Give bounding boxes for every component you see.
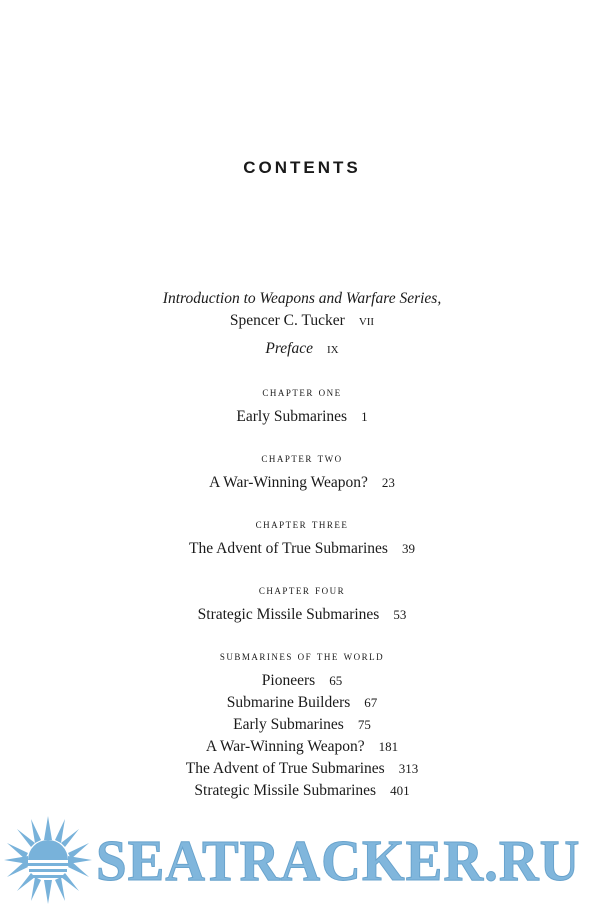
toc-entry-title: Pioneers xyxy=(261,672,316,689)
toc-entry[interactable] xyxy=(0,758,604,780)
toc-entry-page: 401 xyxy=(390,783,410,798)
toc-entry-title: Early Submarines xyxy=(233,716,344,733)
toc-entry-page: 181 xyxy=(378,739,399,754)
toc-entry-author: Spencer C. Tucker xyxy=(229,312,345,329)
toc-entry-author-line xyxy=(0,310,604,332)
watermark-text: SEATRACKER.RU xyxy=(96,828,581,893)
chapter-label: chapter three xyxy=(255,516,349,531)
chapter-label: chapter four xyxy=(258,582,346,597)
table-of-contents xyxy=(0,288,604,802)
toc-entry-preface[interactable] xyxy=(0,338,604,360)
toc-entry[interactable] xyxy=(0,714,604,736)
watermark xyxy=(0,812,604,906)
toc-entry-title: Preface xyxy=(265,340,313,357)
world-section-list xyxy=(0,670,604,802)
toc-entry-page: 75 xyxy=(357,717,371,732)
toc-entry-title: Strategic Missile Submarines xyxy=(197,606,380,623)
toc-entry-chapter-four[interactable] xyxy=(0,604,604,626)
toc-entry-page: ix xyxy=(327,340,339,357)
toc-entry-title: Early Submarines xyxy=(236,408,348,425)
chapter-label: chapter one xyxy=(262,384,342,399)
sun-logo-icon xyxy=(4,816,92,904)
toc-entry-title: Strategic Missile Submarines xyxy=(194,782,377,799)
toc-entry-page: 53 xyxy=(393,607,407,622)
toc-entry-title: The Advent of True Submarines xyxy=(189,540,388,557)
toc-entry-page: 67 xyxy=(364,695,378,710)
toc-entry-intro[interactable] xyxy=(0,288,604,332)
toc-entry[interactable] xyxy=(0,736,604,758)
toc-entry-chapter-one[interactable] xyxy=(0,406,604,428)
page-title: CONTENTS xyxy=(243,158,361,177)
chapter-label: chapter two xyxy=(261,450,343,465)
toc-entry-title: Submarine Builders xyxy=(226,694,351,711)
toc-entry-page: 1 xyxy=(361,409,368,424)
toc-entry-page: 313 xyxy=(398,761,419,776)
toc-entry-page: 23 xyxy=(381,475,395,490)
section-label: submarines of the world xyxy=(219,648,385,663)
toc-entry-title: Introduction to Weapons and Warfare Series, xyxy=(162,290,442,307)
toc-entry-chapter-two[interactable] xyxy=(0,472,604,494)
toc-entry[interactable] xyxy=(0,780,604,802)
toc-entry-title: The Advent of True Submarines xyxy=(185,760,385,777)
toc-entry-title: A War-Winning Weapon? xyxy=(209,474,368,491)
toc-entry-page: 65 xyxy=(329,673,343,688)
toc-entry[interactable] xyxy=(0,692,604,714)
toc-entry-page: vii xyxy=(358,312,375,329)
toc-entry-title: A War-Winning Weapon? xyxy=(205,738,365,755)
toc-entry-page: 39 xyxy=(401,541,415,556)
toc-entry-chapter-three[interactable] xyxy=(0,538,604,560)
toc-entry[interactable] xyxy=(0,670,604,692)
